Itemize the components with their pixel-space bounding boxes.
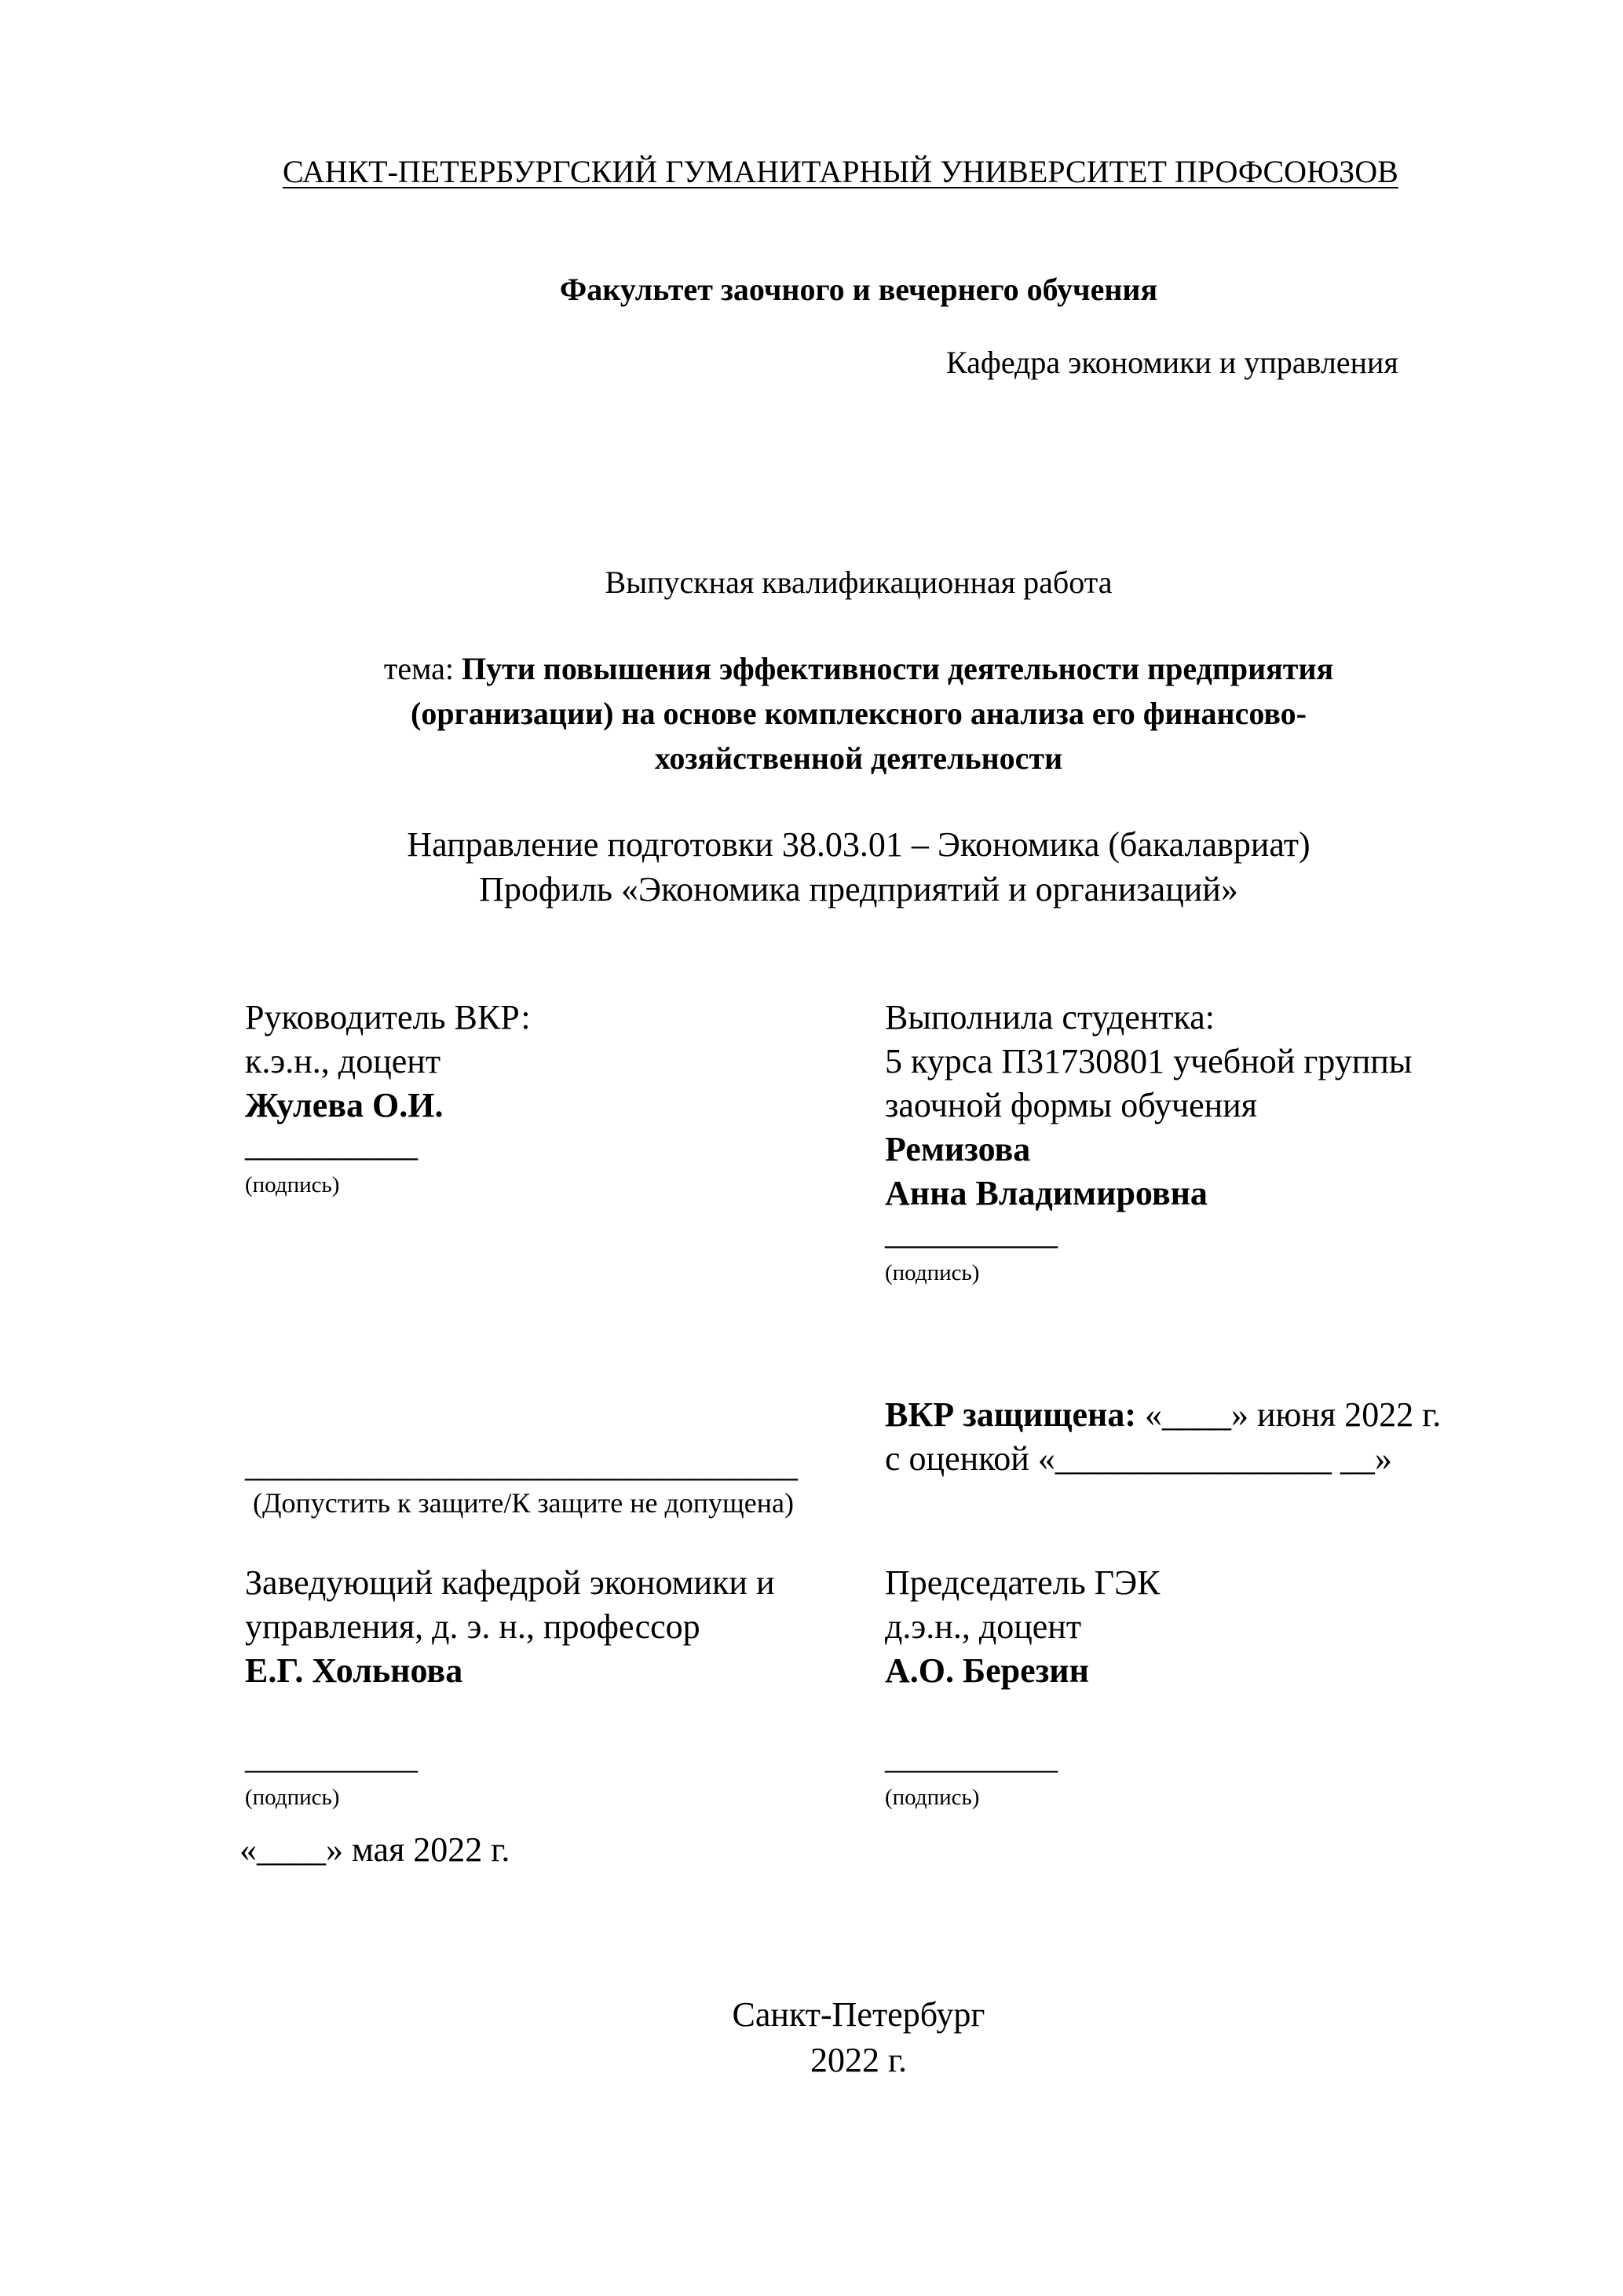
student-label: Выполнила студентка: — [885, 998, 1215, 1036]
supervisor-degree: к.э.н., доцент — [245, 1042, 441, 1080]
faculty-name: Факультет заочного и вечернего обучения — [559, 272, 1158, 307]
head-approval-date: «____» мая 2022 г. — [239, 1830, 510, 1869]
footer-year: 2022 г. — [810, 2041, 908, 2079]
head-position-line-2: управления, д. э. н., профессор — [245, 1607, 700, 1646]
topic-line-1 — [47, 650, 1623, 687]
supervisor-signature-caption: (подпись) — [245, 1172, 340, 1197]
defense-date: «____» июня 2022 г. — [1136, 1395, 1442, 1434]
admission-line: ________________________________ — [245, 1446, 798, 1484]
department-name: Кафедра экономики и управления — [946, 345, 1398, 380]
supervisor-signature-line: __________ — [245, 1125, 418, 1164]
chairman-signature-line: __________ — [885, 1738, 1058, 1776]
head-name: Е.Г. Хольнова — [245, 1651, 463, 1690]
chairman-label: Председатель ГЭК — [885, 1563, 1161, 1602]
study-profile: Профиль «Экономика предприятий и организаций» — [479, 870, 1238, 909]
defense-status — [885, 1395, 1441, 1435]
topic-title-part-1: Пути повышения эффективности деятельности предприятия — [462, 651, 1334, 686]
supervisor-name: Жулева О.И. — [245, 1086, 444, 1124]
defense-label: ВКР защищена: — [885, 1395, 1136, 1434]
head-signature-line: __________ — [245, 1738, 418, 1776]
head-signature-caption: (подпись) — [245, 1785, 340, 1810]
admission-caption: (Допустить к защите/К защите не допущена) — [253, 1487, 794, 1519]
work-type: Выпускная квалификационная работа — [605, 565, 1113, 600]
student-name: Анна Владимировна — [885, 1174, 1208, 1212]
chairman-name: А.О. Березин — [885, 1651, 1090, 1690]
head-position-line-1: Заведующий кафедрой экономики и — [245, 1563, 775, 1602]
student-group: 5 курса П31730801 учебной группы — [885, 1042, 1413, 1080]
student-signature-caption: (подпись) — [885, 1260, 980, 1285]
university-name: САНКТ-ПЕТЕРБУРГСКИЙ ГУМАНИТАРНЫЙ УНИВЕРСИТЕТ ПРОФСОЮЗОВ — [283, 154, 1398, 189]
student-study-form: заочной формы обучения — [885, 1086, 1257, 1124]
topic-prefix: тема: — [383, 651, 462, 686]
student-signature-line: __________ — [885, 1213, 1058, 1252]
chairman-degree: д.э.н., доцент — [885, 1607, 1082, 1646]
chairman-signature-caption: (подпись) — [885, 1785, 980, 1810]
student-surname: Ремизова — [885, 1130, 1031, 1168]
topic-line-2: (организации) на основе комплексного анализа его финансово- — [411, 696, 1307, 731]
footer-city: Санкт-Петербург — [732, 1995, 985, 2034]
study-direction: Направление подготовки 38.03.01 – Экономика (бакалавриат) — [407, 825, 1310, 864]
topic-line-3: хозяйственной деятельности — [654, 740, 1063, 776]
defense-grade: с оценкой «________________ __» — [885, 1439, 1392, 1478]
supervisor-label: Руководитель ВКР: — [245, 998, 531, 1036]
